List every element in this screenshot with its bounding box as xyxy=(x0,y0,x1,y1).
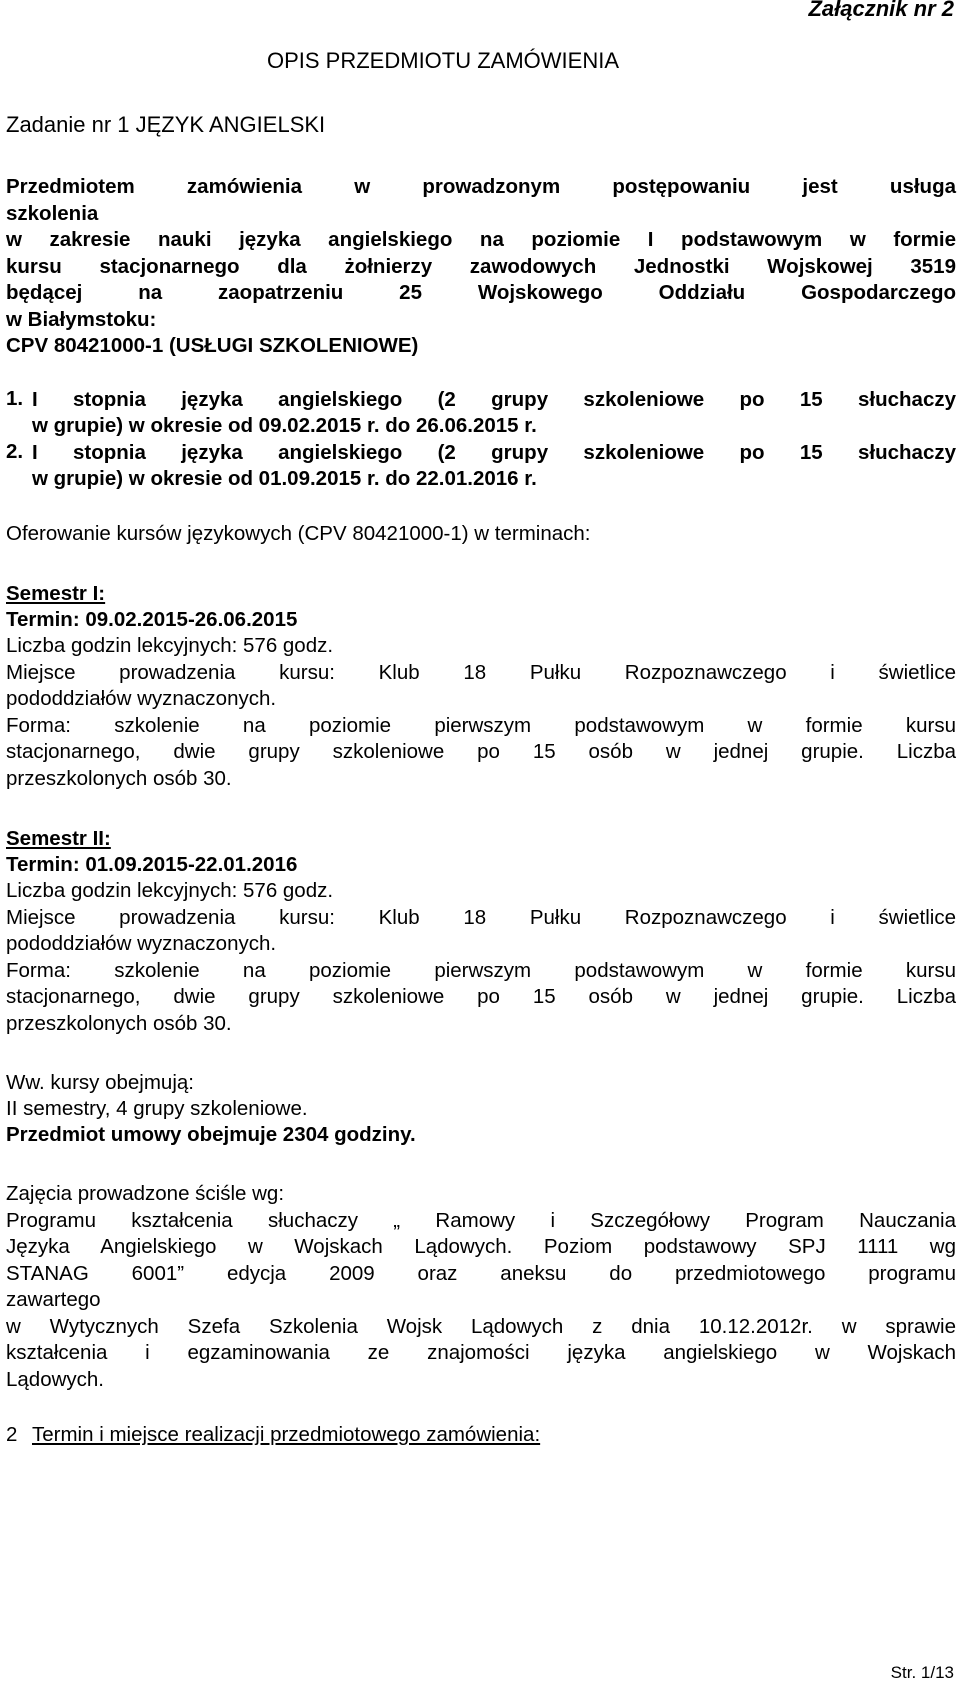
item-line: w grupie) w okresie od 01.09.2015 r. do 22.01.2016 r. xyxy=(32,467,537,490)
semester-form: stacjonarnego, dwie grupy szkoleniowe po 15 osób w jednej grupie. Liczba xyxy=(6,740,956,763)
program-line: Programu kształcenia słuchaczy „ Ramowy i Szczegółowy Program Nauczania xyxy=(6,1209,956,1232)
semester-title: Semestr II: xyxy=(6,827,111,850)
item-number: 1. xyxy=(6,387,24,410)
program-line: w Wytycznych Szefa Szkolenia Wojsk Lądowych z dnia 10.12.2012r. w sprawie xyxy=(6,1315,956,1338)
attachment-label: Załącznik nr 2 xyxy=(808,0,954,21)
program-line: STANAG 6001” edycja 2009 oraz aneksu do przedmiotowego programu xyxy=(6,1262,956,1285)
program-line: kształcenia i egzaminowania ze znajomości języka angielskiego w Wojskach xyxy=(6,1341,956,1364)
semester-form: stacjonarnego, dwie grupy szkoleniowe po 15 osób w jednej grupie. Liczba xyxy=(6,985,956,1008)
program-line: Zajęcia prowadzone ściśle wg: xyxy=(6,1182,285,1205)
semester-form: Forma: szkolenie na poziomie pierwszym podstawowym w formie kursu xyxy=(6,714,956,737)
item-line: I stopnia języka angielskiego (2 grupy szkoleniowe po 15 słuchaczy xyxy=(32,388,956,411)
semester-form: przeszkolonych osób 30. xyxy=(6,767,232,790)
document-title: OPIS PRZEDMIOTU ZAMÓWIENIA xyxy=(267,48,620,73)
intro-line: Przedmiotem zamówienia w prowadzonym postępowaniu jest usługa xyxy=(6,175,956,198)
semester-form: Forma: szkolenie na poziomie pierwszym podstawowym w formie kursu xyxy=(6,959,956,982)
semester-form: przeszkolonych osób 30. xyxy=(6,1012,232,1035)
semester-place: pododdziałów wyznaczonych. xyxy=(6,687,277,710)
page-number: Str. 1/13 xyxy=(890,1663,954,1682)
semester-term: Termin: 01.09.2015-22.01.2016 xyxy=(6,853,298,876)
section-title: Termin i miejsce realizacji przedmiotowego zamówienia: xyxy=(32,1423,541,1446)
semester-place: Miejsce prowadzenia kursu: Klub 18 Pułku Rozpoznawczego i świetlice xyxy=(6,906,956,929)
semester-hours: Liczba godzin lekcyjnych: 576 godz. xyxy=(6,879,334,902)
item-line: w grupie) w okresie od 09.02.2015 r. do 26.06.2015 r. xyxy=(32,414,537,437)
semester-title: Semestr I: xyxy=(6,582,106,605)
semester-hours: Liczba godzin lekcyjnych: 576 godz. xyxy=(6,634,334,657)
intro-line: szkolenia xyxy=(6,202,99,225)
program-line: Lądowych. xyxy=(6,1368,105,1391)
intro-line: kursu stacjonarnego dla żołnierzy zawodowych Jednostki Wojskowej 3519 xyxy=(6,255,956,278)
semester-place: Miejsce prowadzenia kursu: Klub 18 Pułku Rozpoznawczego i świetlice xyxy=(6,661,956,684)
intro-line: w Białymstoku: xyxy=(6,308,157,331)
item-line: I stopnia języka angielskiego (2 grupy szkoleniowe po 15 słuchaczy xyxy=(32,441,956,464)
item-number: 2. xyxy=(6,440,24,463)
program-line: Języka Angielskiego w Wojskach Lądowych. Poziom podstawowy SPJ 1111 wg xyxy=(6,1235,956,1258)
summary-total: Przedmiot umowy obejmuje 2304 godziny. xyxy=(6,1123,416,1146)
summary-line: Ww. kursy obejmują: xyxy=(6,1071,194,1094)
semester-place: pododdziałów wyznaczonych. xyxy=(6,932,277,955)
task-title: Zadanie nr 1 JĘZYK ANGIELSKI xyxy=(6,112,326,137)
section-number: 2 xyxy=(6,1423,18,1446)
intro-line: będącej na zaopatrzeniu 25 Wojskowego Oddziału Gospodarczego xyxy=(6,281,956,304)
summary-line: II semestry, 4 grupy szkoleniowe. xyxy=(6,1097,308,1120)
semester-term: Termin: 09.02.2015-26.06.2015 xyxy=(6,608,298,631)
intro-line: w zakresie nauki języka angielskiego na poziomie I podstawowym w formie xyxy=(6,228,956,251)
offer-line: Oferowanie kursów językowych (CPV 80421000-1) w terminach: xyxy=(6,522,591,545)
cpv-line: CPV 80421000-1 (USŁUGI SZKOLENIOWE) xyxy=(6,334,419,357)
program-line: zawartego xyxy=(6,1288,101,1311)
